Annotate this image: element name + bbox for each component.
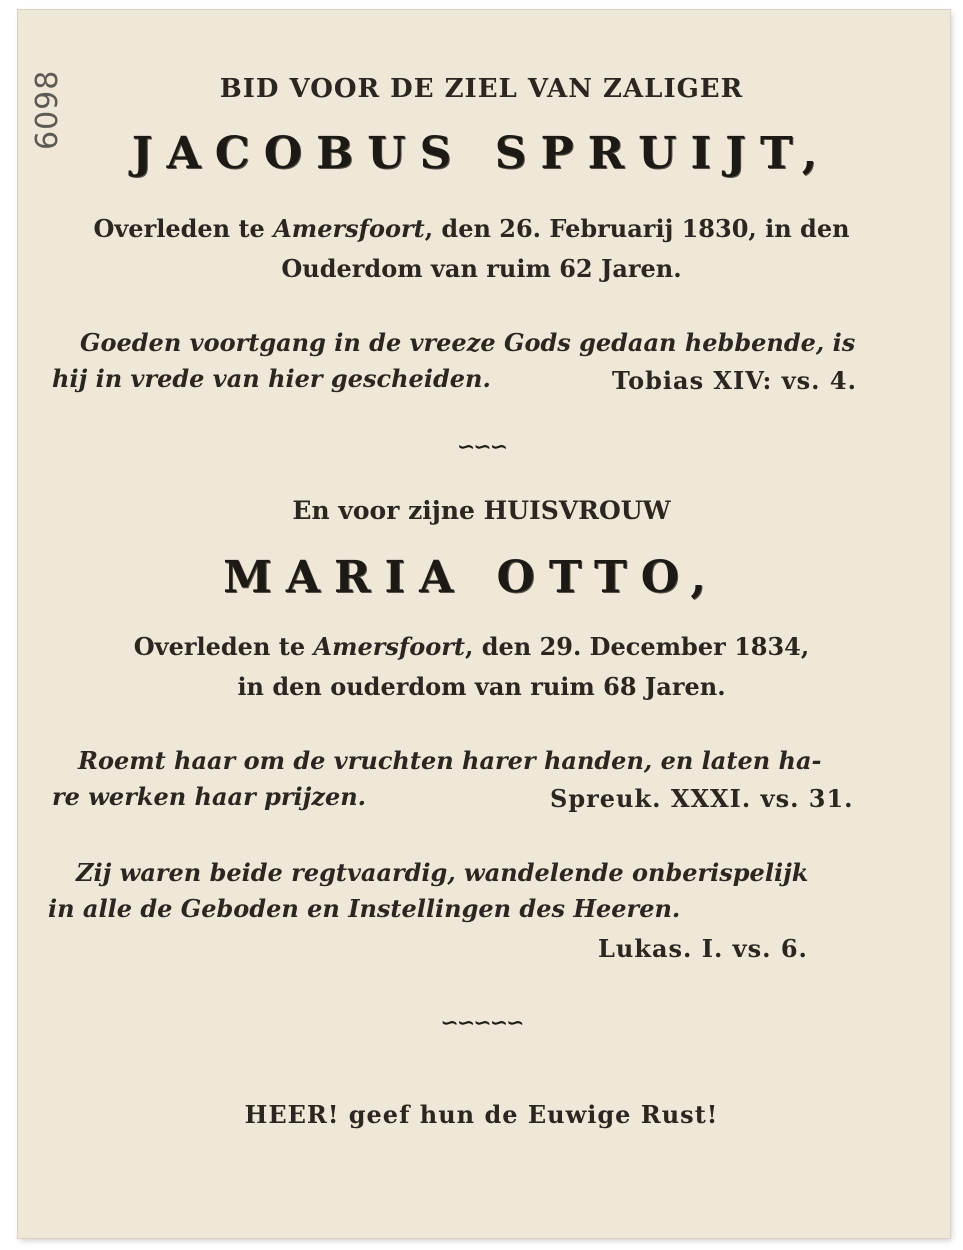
memorial-card bbox=[18, 10, 950, 1238]
death-details-2: Overleden te Amersfoort, den 29. December 1834, bbox=[133, 632, 810, 661]
age-line-1: Ouderdom van ruim 62 Jaren. bbox=[281, 254, 682, 283]
scripture-quote-1a: Goeden voortgang in de vreeze Gods gedaan hebbende, is bbox=[80, 328, 856, 357]
inventory-number: 6098 bbox=[30, 69, 65, 150]
ornament-divider-1: ∽∽∽ bbox=[456, 434, 507, 460]
spouse-intro: En voor zijne HUISVROUW bbox=[292, 496, 671, 525]
scripture-quote-1b: hij in vrede van hier gescheiden. bbox=[52, 364, 491, 393]
death-details-1: Overleden te Amersfoort, den 26. Februarij 1830, in den bbox=[93, 214, 850, 243]
scripture-ref-3: Lukas. I. vs. 6. bbox=[598, 934, 808, 963]
age-line-2: in den ouderdom van ruim 68 Jaren. bbox=[237, 672, 726, 701]
scripture-quote-2a: Roemt haar om de vruchten harer handen, en laten ha- bbox=[78, 746, 822, 775]
scripture-ref-2: Spreuk. XXXI. vs. 31. bbox=[550, 784, 854, 813]
scripture-quote-2b: re werken haar prijzen. bbox=[52, 782, 367, 811]
closing-prayer: HEER! geef hun de Euwige Rust! bbox=[244, 1100, 719, 1129]
place-1: Amersfoort bbox=[273, 214, 425, 243]
scripture-quote-3b: in alle de Geboden en Instellingen des Heeren. bbox=[48, 894, 681, 923]
ornament-divider-2: ∽∽∽∽∽ bbox=[440, 1010, 523, 1036]
place-2: Amersfoort bbox=[313, 632, 465, 661]
intro-heading: BID VOOR DE ZIEL VAN ZALIGER bbox=[219, 74, 744, 104]
scripture-quote-3a: Zij waren beide regtvaardig, wandelende onberispelijk bbox=[76, 858, 809, 887]
scripture-ref-1: Tobias XIV: vs. 4. bbox=[612, 366, 857, 395]
deceased-name-2: MARIA OTTO, bbox=[223, 552, 720, 603]
deceased-name-1: JACOBUS SPRUIJT, bbox=[131, 128, 832, 179]
